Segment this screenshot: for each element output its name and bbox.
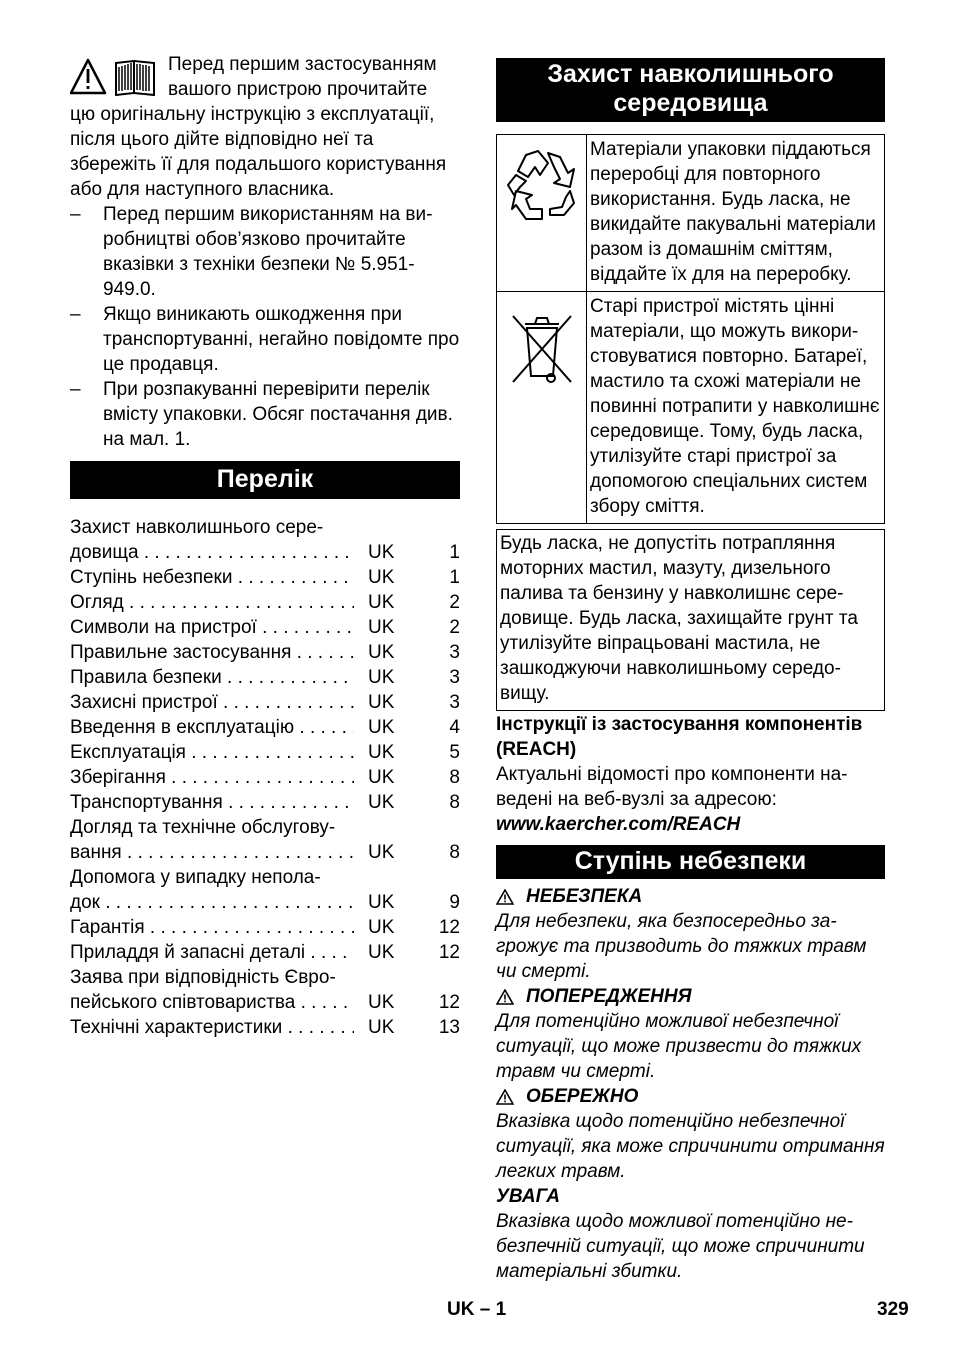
environment-heading: Захист навколишнього середовища: [496, 58, 885, 122]
hazard-danger-title: [496, 884, 885, 909]
toc-entry[interactable]: [70, 665, 460, 690]
toc-entry-title-line: Експлуатація . . .: [70, 740, 354, 765]
toc-entry-title-line: Допомога у випадку непола-: [70, 867, 321, 888]
toc-entry-title-line: Приладдя й запасні деталі . . .: [70, 940, 354, 965]
recycle-icon: [504, 147, 580, 227]
toc-entry-page: 12: [438, 992, 460, 1013]
toc-entry[interactable]: [70, 865, 460, 915]
toc-entry-title-line: пейського співтовариства . . .: [70, 990, 354, 1015]
toc-entry-page: 8: [449, 842, 460, 863]
toc-entry-title: [70, 815, 354, 865]
toc-entry[interactable]: [70, 640, 460, 665]
hazard-levels: [496, 884, 885, 1284]
toc-entry-title-line: Захист навколишнього сере-: [70, 517, 324, 538]
crossed-bin-icon: [507, 306, 577, 386]
toc-entry-title-line: Правила безпеки . . .: [70, 665, 354, 690]
toc-entry-title: [70, 590, 354, 615]
toc-entry-title: [70, 640, 354, 665]
toc-entry-title-line: Догляд та технічне обслугову-: [70, 817, 336, 838]
toc-entry[interactable]: [70, 615, 460, 640]
toc-entry-title: [70, 1015, 354, 1040]
footer-section-page: UK – 1: [447, 1299, 507, 1320]
toc-entry[interactable]: [70, 965, 460, 1015]
toc-entry-page: 2: [449, 617, 460, 638]
toc-entry-page: 1: [449, 567, 460, 588]
toc-entry-title-line: док . . .: [70, 890, 354, 915]
toc-entry[interactable]: [70, 765, 460, 790]
toc-entry[interactable]: [70, 515, 460, 565]
toc-entry-lang: UK: [368, 1017, 395, 1038]
intro-line-2: вашого пристрою прочитайте: [168, 79, 428, 100]
toc-entry-lang: UK: [368, 667, 395, 688]
toc-entry-title-line: Введення в експлуатацію . . .: [70, 715, 354, 740]
oil-notice-box: Будь ласка, не допустіть потрапляння моторних мастил, мазуту, дизельного палива та бензину у навколишнє середовище. Будь ласка, захищайте грунт та утилізуйте віпрацьовані мастила, не зашкоджуючи навколишньому середовищу.: [496, 529, 885, 711]
toc-entry-title: [70, 790, 354, 815]
toc-entry-title: [70, 940, 354, 965]
toc-entry-lang: UK: [368, 742, 395, 763]
toc-entry-title-line: Гарантія . . .: [70, 915, 354, 940]
environment-table: [496, 134, 885, 524]
toc-entry-title: [70, 565, 354, 590]
toc-entry-lang: UK: [368, 917, 395, 938]
toc-entry-lang: UK: [368, 842, 395, 863]
toc-entry-lang: UK: [368, 717, 395, 738]
toc-entry[interactable]: [70, 740, 460, 765]
hazard-danger-text: Для небезпеки, яка безпосередньо загрожує та призводить до тяжких травм чи смерті.: [496, 911, 867, 982]
toc-entry-title: [70, 715, 354, 740]
toc-entry-title-line: довища . . .: [70, 540, 354, 565]
bullet-text: Якщо виникають ошкодження при транспортуванні, негайно повідомте про це продавця.: [103, 304, 460, 375]
toc-entry-page: 8: [449, 792, 460, 813]
toc-entry[interactable]: [70, 715, 460, 740]
toc-entry-page: 13: [438, 1017, 460, 1038]
weee-row: [497, 291, 884, 523]
toc-entry[interactable]: [70, 940, 460, 965]
toc-entry-page: 12: [438, 917, 460, 938]
hazard-caution-title: [496, 1084, 885, 1109]
bullet-dash: –: [70, 379, 81, 400]
toc-entry[interactable]: [70, 690, 460, 715]
intro-bullet-2: [70, 302, 460, 377]
toc-entry-title: [70, 665, 354, 690]
toc-entry-title-line: Технічні характеристики . . .: [70, 1015, 354, 1040]
toc-entry-lang: UK: [368, 642, 395, 663]
toc-entry-lang: UK: [368, 942, 395, 963]
toc-entry-page: 3: [449, 642, 460, 663]
reach-text: Актуальні відомості про компоненти наведені на веб-вузлі за адресою:: [496, 764, 848, 810]
toc-entry-title: [70, 690, 354, 715]
manual-book-icon: [116, 61, 154, 95]
toc-entry-page: 5: [449, 742, 460, 763]
toc-entry-page: 8: [449, 767, 460, 788]
recycle-cell: [497, 135, 587, 291]
toc-entry-page: 2: [449, 592, 460, 613]
toc-entry-page: 4: [449, 717, 460, 738]
bullet-text: Перед першим використанням на виробництві обов’язково прочитайте вказівки з техніки безпеки № 5.951-949.0.: [103, 204, 433, 300]
toc-entry-title-line: Заява при відповідність Євро-: [70, 967, 336, 988]
footer-page-number: 329: [877, 1299, 909, 1320]
hazard-heading: Ступінь небезпеки: [496, 845, 885, 879]
weee-cell: [497, 292, 587, 523]
bullet-text: При розпакуванні перевірити перелік вмісту упаковки. Обсяг постачання див. на мал. 1.: [103, 379, 453, 450]
warning-triangle-icon: [496, 989, 514, 1005]
toc-entry-lang: UK: [368, 542, 395, 563]
toc-entry-title: [70, 965, 354, 1015]
toc-entry-title: [70, 740, 354, 765]
toc-entry-title: [70, 615, 354, 640]
weee-text: Старі пристрої містять цінні матеріали, що можуть використовуватися повторно. Батареї, мастило та схожі матеріали не повинні потрапити у навколишнє середовище. Тому, будь ласка, утилізуйте старі пристрої за допомогою спеціальних систем збору сміття.: [590, 296, 880, 517]
toc-entry-page: 3: [449, 667, 460, 688]
reach-title: Інструкції із застосування компонентів (REACH): [496, 714, 863, 760]
hazard-notice-text: Вказівка щодо можливої потенційно небезпечній ситуації, що може спричинити матеріальні збитки.: [496, 1211, 865, 1282]
toc-entry-title-line: Правильне застосування . . .: [70, 640, 354, 665]
toc-entry-lang: UK: [368, 567, 395, 588]
toc-entry-page: 9: [449, 892, 460, 913]
hazard-title-text: ПОПЕРЕДЖЕННЯ: [526, 986, 692, 1007]
toc-entry-lang: UK: [368, 592, 395, 613]
toc-entry-lang: UK: [368, 892, 395, 913]
warning-triangle-icon: [496, 1089, 514, 1105]
intro-bullet-3: [70, 377, 460, 452]
toc-entry-lang: UK: [368, 792, 395, 813]
intro-line-1: Перед першим застосуванням: [168, 54, 437, 75]
toc-entry[interactable]: [70, 815, 460, 865]
toc-entry-lang: UK: [368, 692, 395, 713]
bullet-dash: –: [70, 304, 81, 325]
hazard-warning-title: [496, 984, 885, 1009]
toc-entry-page: 1: [449, 542, 460, 563]
toc-entry[interactable]: [70, 915, 460, 940]
toc-entry-lang: UK: [368, 617, 395, 638]
recycle-row: [497, 135, 884, 291]
intro-bullet-1: [70, 202, 460, 302]
toc-entry-title-line: вання . . .: [70, 840, 354, 865]
toc-entry[interactable]: [70, 1015, 460, 1040]
toc-entry-lang: UK: [368, 767, 395, 788]
hazard-title-text: НЕБЕЗПЕКА: [526, 886, 643, 907]
hazard-warning-text: Для потенційно можливої небезпечної ситуації, що може призвести до тяжких травм чи смерті.: [496, 1011, 862, 1082]
toc-entry[interactable]: [70, 590, 460, 615]
warning-triangle-icon: [70, 58, 162, 96]
toc-entry-lang: UK: [368, 992, 395, 1013]
toc-entry-title: [70, 765, 354, 790]
toc-entry-title-line: Транспортування . . .: [70, 790, 354, 815]
table-of-contents: [70, 515, 460, 1040]
toc-entry[interactable]: [70, 565, 460, 590]
left-column: [70, 52, 460, 1040]
right-column: [496, 58, 885, 1284]
bullet-dash: –: [70, 204, 81, 225]
hazard-caution-text: Вказівка щодо потенційно небезпечної ситуації, яка може спричинити отримання легких травм.: [496, 1111, 885, 1182]
reach-url: www.kaercher.com/REACH: [496, 814, 741, 835]
toc-entry-page: 3: [449, 692, 460, 713]
toc-entry-title-line: Символи на пристрої . . .: [70, 615, 354, 640]
toc-entry-title-line: Захисні пристрої . . .: [70, 690, 354, 715]
recycle-text: Матеріали упаковки піддаються переробці для повторного використання. Будь ласка, не викидайте пакувальні матеріали разом із домашнім сміттям, віддайте їх для на переробку.: [590, 139, 876, 285]
toc-entry-page: 12: [438, 942, 460, 963]
intro-section: [70, 52, 460, 202]
hazard-title-text: ОБЕРЕЖНО: [526, 1086, 639, 1107]
toc-entry[interactable]: [70, 790, 460, 815]
warning-triangle-icon: [496, 889, 514, 905]
intro-paragraph: цю оригінальну інструкцію з експлуатації, після цього дійте відповідно неї та збережіть її для подальшого користування або для наступного власника.: [70, 104, 447, 200]
toc-entry-title-line: Огляд . . .: [70, 590, 354, 615]
hazard-notice-title: УВАГА: [496, 1186, 561, 1207]
toc-entry-title: [70, 865, 354, 915]
toc-entry-title: [70, 915, 354, 940]
toc-entry-title-line: Ступінь небезпеки . . .: [70, 565, 354, 590]
toc-entry-title-line: Зберігання . . .: [70, 765, 354, 790]
toc-heading: Перелік: [70, 461, 460, 499]
toc-entry-title: [70, 515, 354, 565]
